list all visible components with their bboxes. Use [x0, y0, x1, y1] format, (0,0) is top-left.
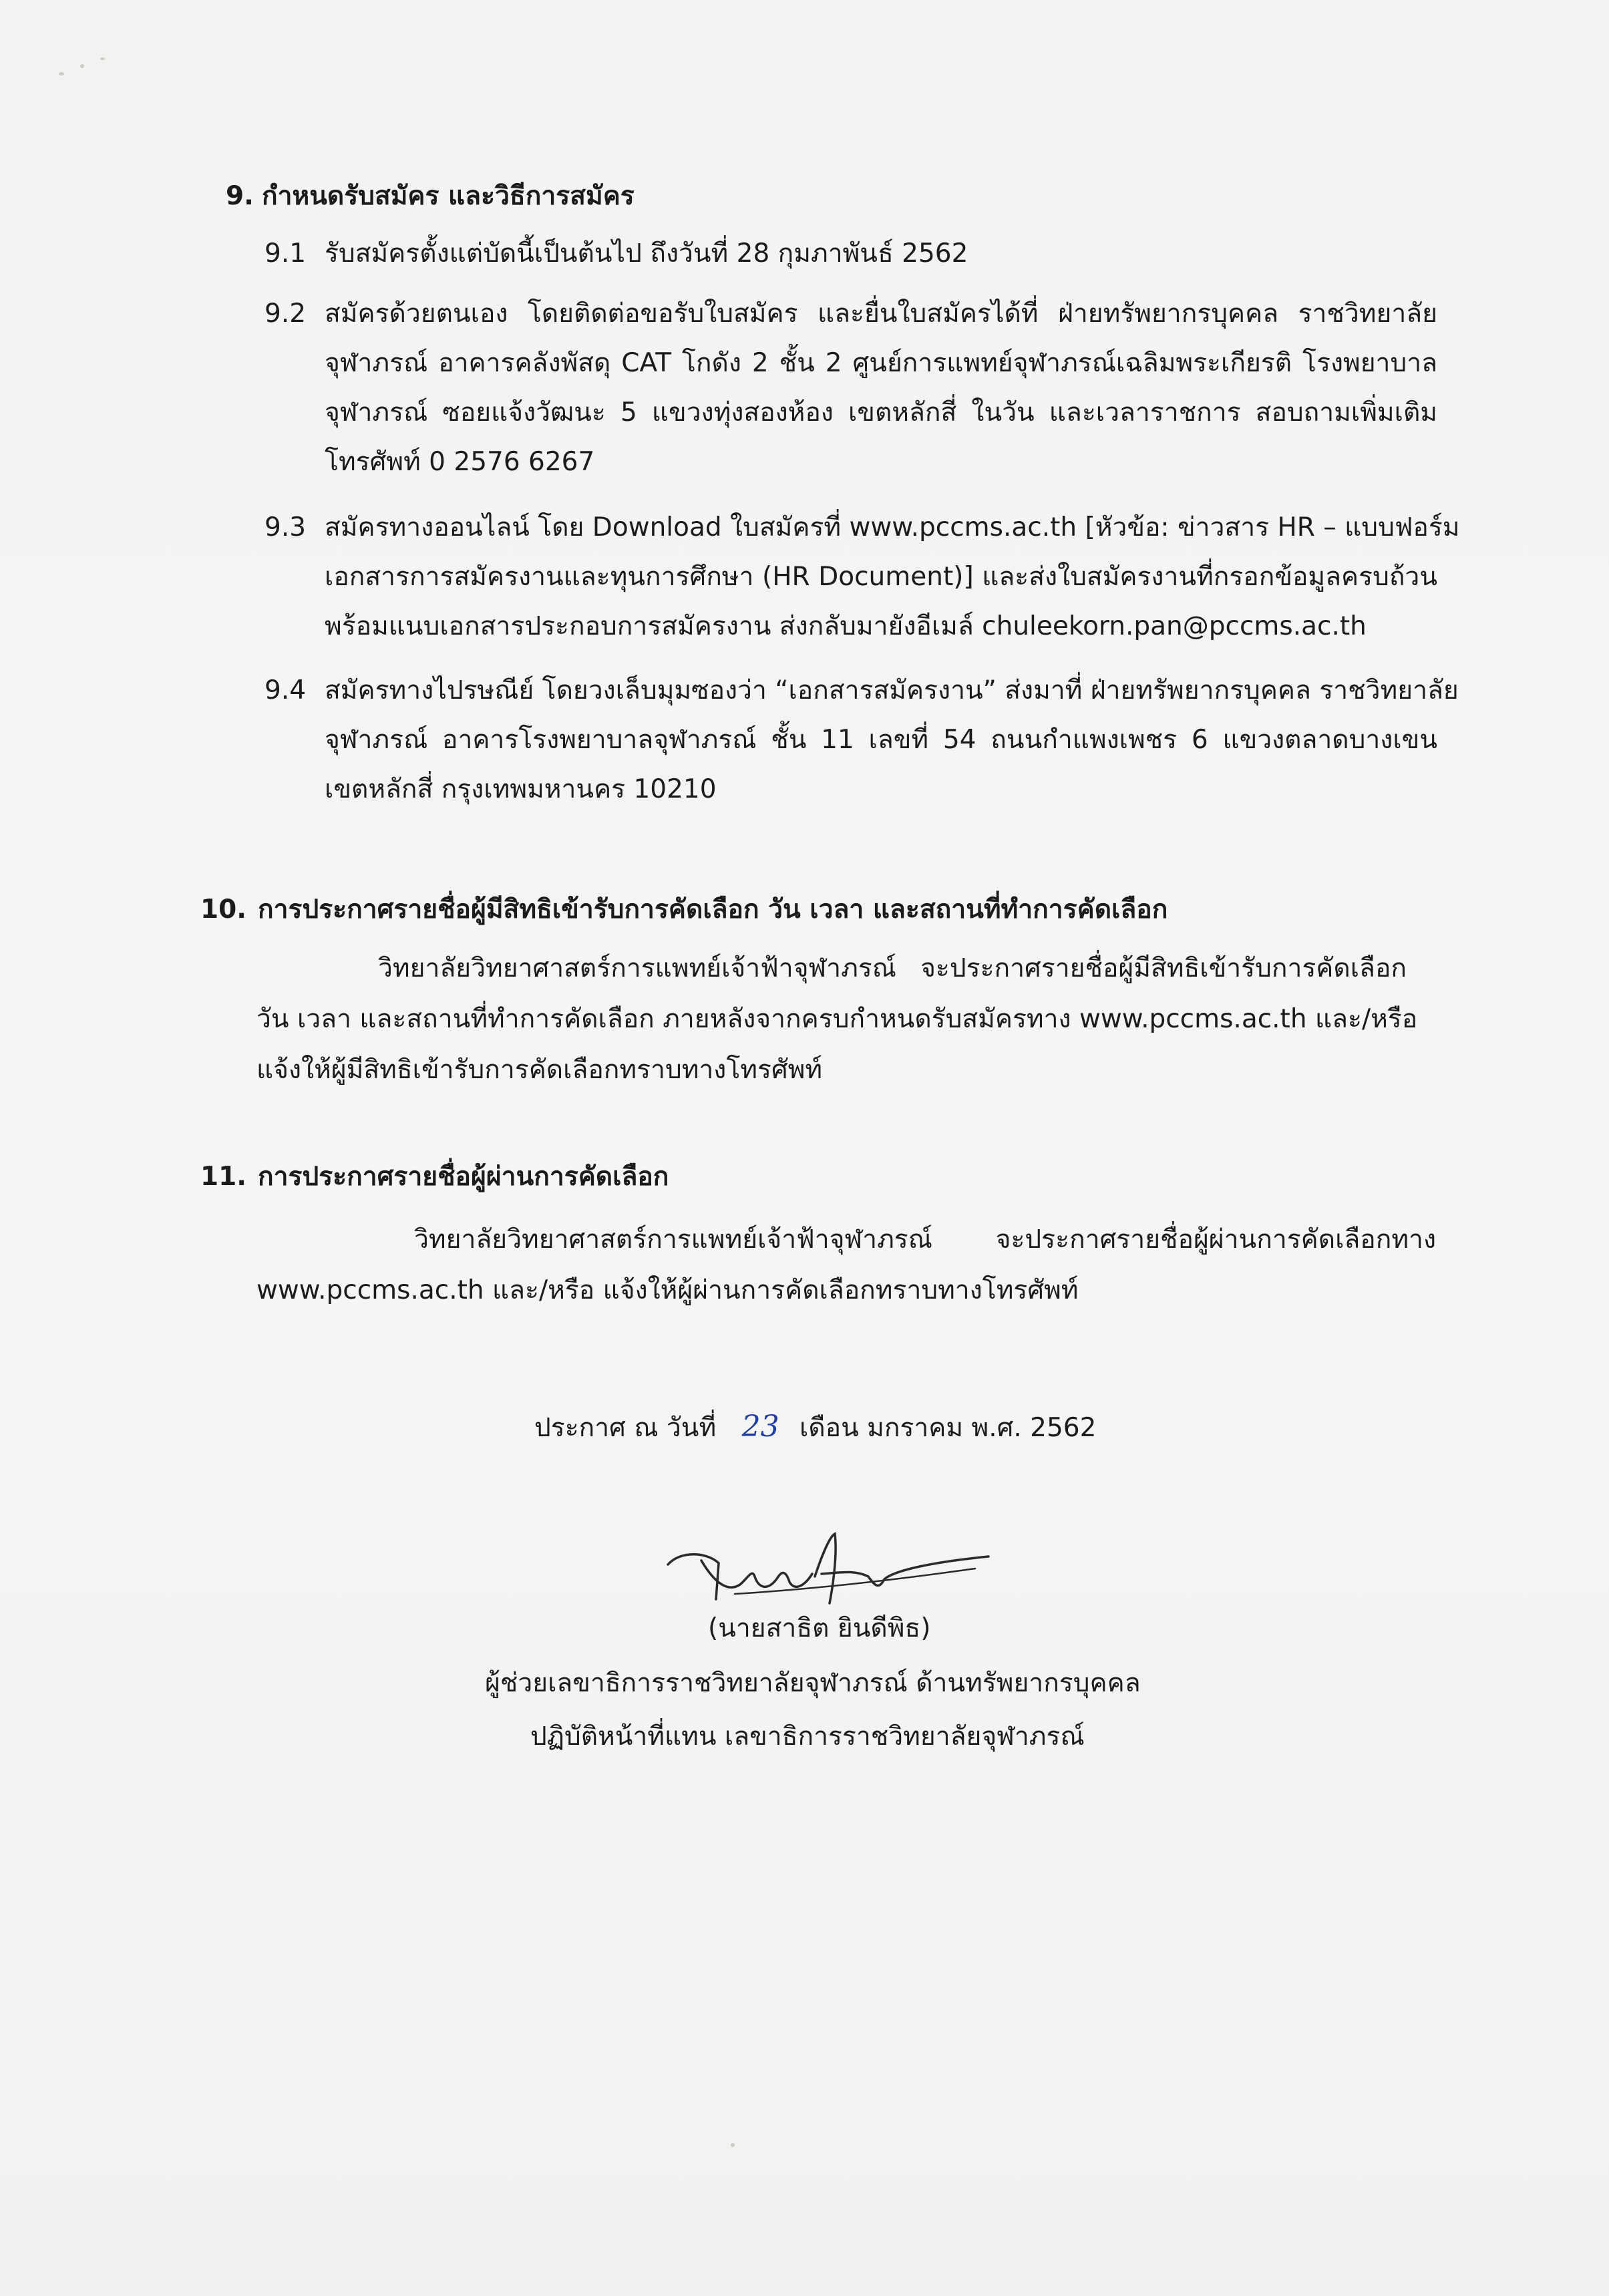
section-11-line: www.pccms.ac.th และ/หรือ แจ้งให้ผู้ผ่านการคัดเลือกทราบทางโทรศัพท์ — [256, 1275, 1079, 1305]
scan-speck — [100, 57, 105, 60]
section-10-line: แจ้งให้ผู้มีสิทธิเข้ารับการคัดเลือกทราบทางโทรศัพท์ — [256, 1055, 823, 1085]
section-11-heading: การประกาศรายชื่อผู้ผ่านการคัดเลือก — [258, 1162, 669, 1192]
item-9-1-line: รับสมัครตั้งแต่บัดนี้เป็นต้นไป ถึงวันที่ 28 กุมภาพันธ์ 2562 — [325, 238, 968, 269]
announce-date — [534, 1410, 1096, 1446]
item-9-3-line: เอกสารการสมัครงานและทุนการศึกษา (HR Document)] และส่งใบสมัครงานที่กรอกข้อมูลครบถ้วน — [325, 562, 1437, 592]
signatory-title-1: ผู้ช่วยเลขาธิการราชวิทยาลัยจุฬาภรณ์ ด้านทรัพยากรบุคคล — [485, 1668, 1141, 1698]
handwritten-signature — [655, 1530, 1002, 1610]
section-10-line: วัน เวลา และสถานที่ทำการคัดเลือก ภายหลังจากครบกำหนดรับสมัครทาง www.pccms.ac.th และ/หรือ — [256, 1004, 1418, 1034]
announce-day-handwritten: 23 — [741, 1410, 779, 1444]
signatory-name: (นายสาธิต ยินดีพิธ) — [708, 1613, 931, 1643]
item-9-2-line: จุฬาภรณ์ อาคารคลังพัสดุ CAT โกดัง 2 ชั้น 2 ศูนย์การแพทย์จุฬาภรณ์เฉลิมพระเกียรติ โรงพยาบาล — [325, 348, 1437, 378]
item-9-3-line: สมัครทางออนไลน์ โดย Download ใบสมัครที่ www.pccms.ac.th [หัวข้อ: ข่าวสาร HR – แบบฟอร์ม — [325, 512, 1460, 542]
announce-prefix: ประกาศ ณ วันที่ — [534, 1413, 717, 1443]
item-9-4-line: จุฬาภรณ์ อาคารโรงพยาบาลจุฬาภรณ์ ชั้น 11 เลขที่ 54 ถนนกำแพงเพชร 6 แขวงตลาดบางเขน — [325, 725, 1437, 755]
section-11-line: วิทยาลัยวิทยาศาสตร์การแพทย์เจ้าฟ้าจุฬาภรณ์ จะประกาศรายชื่อผู้ผ่านการคัดเลือกทาง — [414, 1224, 1436, 1255]
item-9-3-line: พร้อมแนบเอกสารประกอบการสมัครงาน ส่งกลับมายังอีเมล์ chuleekorn.pan@pccms.ac.th — [325, 611, 1367, 641]
section-10-number: 10. — [200, 894, 247, 925]
item-9-2-line: สมัครด้วยตนเอง โดยติดต่อขอรับใบสมัคร และยื่นใบสมัครได้ที่ ฝ่ายทรัพยากรบุคคล ราชวิทยาลัย — [325, 299, 1437, 329]
item-9-4-number: 9.4 — [264, 675, 307, 705]
item-9-3-number: 9.3 — [264, 512, 307, 542]
signatory-title-2: ปฏิบัติหน้าที่แทน เลขาธิการราชวิทยาลัยจุฬาภรณ์ — [530, 1721, 1085, 1752]
item-9-4-line: เขตหลักสี่ กรุงเทพมหานคร 10210 — [325, 774, 717, 804]
scan-speck — [731, 2143, 735, 2147]
section-9-number: 9. — [226, 181, 254, 211]
section-10-heading: การประกาศรายชื่อผู้มีสิทธิเข้ารับการคัดเลือก วัน เวลา และสถานที่ทำการคัดเลือก — [258, 894, 1168, 925]
item-9-2-number: 9.2 — [264, 299, 307, 329]
item-9-2-line: โทรศัพท์ 0 2576 6267 — [325, 447, 595, 477]
announce-suffix: เดือน มกราคม พ.ศ. 2562 — [799, 1413, 1097, 1443]
scan-speck — [80, 64, 84, 68]
scan-speck — [59, 72, 64, 75]
item-9-1-number: 9.1 — [264, 238, 307, 269]
section-9-heading: กำหนดรับสมัคร และวิธีการสมัคร — [262, 181, 635, 211]
section-10-line: วิทยาลัยวิทยาศาสตร์การแพทย์เจ้าฟ้าจุฬาภรณ์ จะประกาศรายชื่อผู้มีสิทธิเข้ารับการคัดเลือก — [378, 953, 1407, 983]
section-11-number: 11. — [200, 1162, 247, 1192]
item-9-2-line: จุฬาภรณ์ ซอยแจ้งวัฒนะ 5 แขวงทุ่งสองห้อง เขตหลักสี่ ในวัน และเวลาราชการ สอบถามเพิ่มเติม — [325, 397, 1437, 428]
item-9-4-line: สมัครทางไปรษณีย์ โดยวงเล็บมุมซองว่า “เอกสารสมัครงาน” ส่งมาที่ ฝ่ายทรัพยากรบุคคล ราชวิทยาลัย — [325, 675, 1459, 705]
